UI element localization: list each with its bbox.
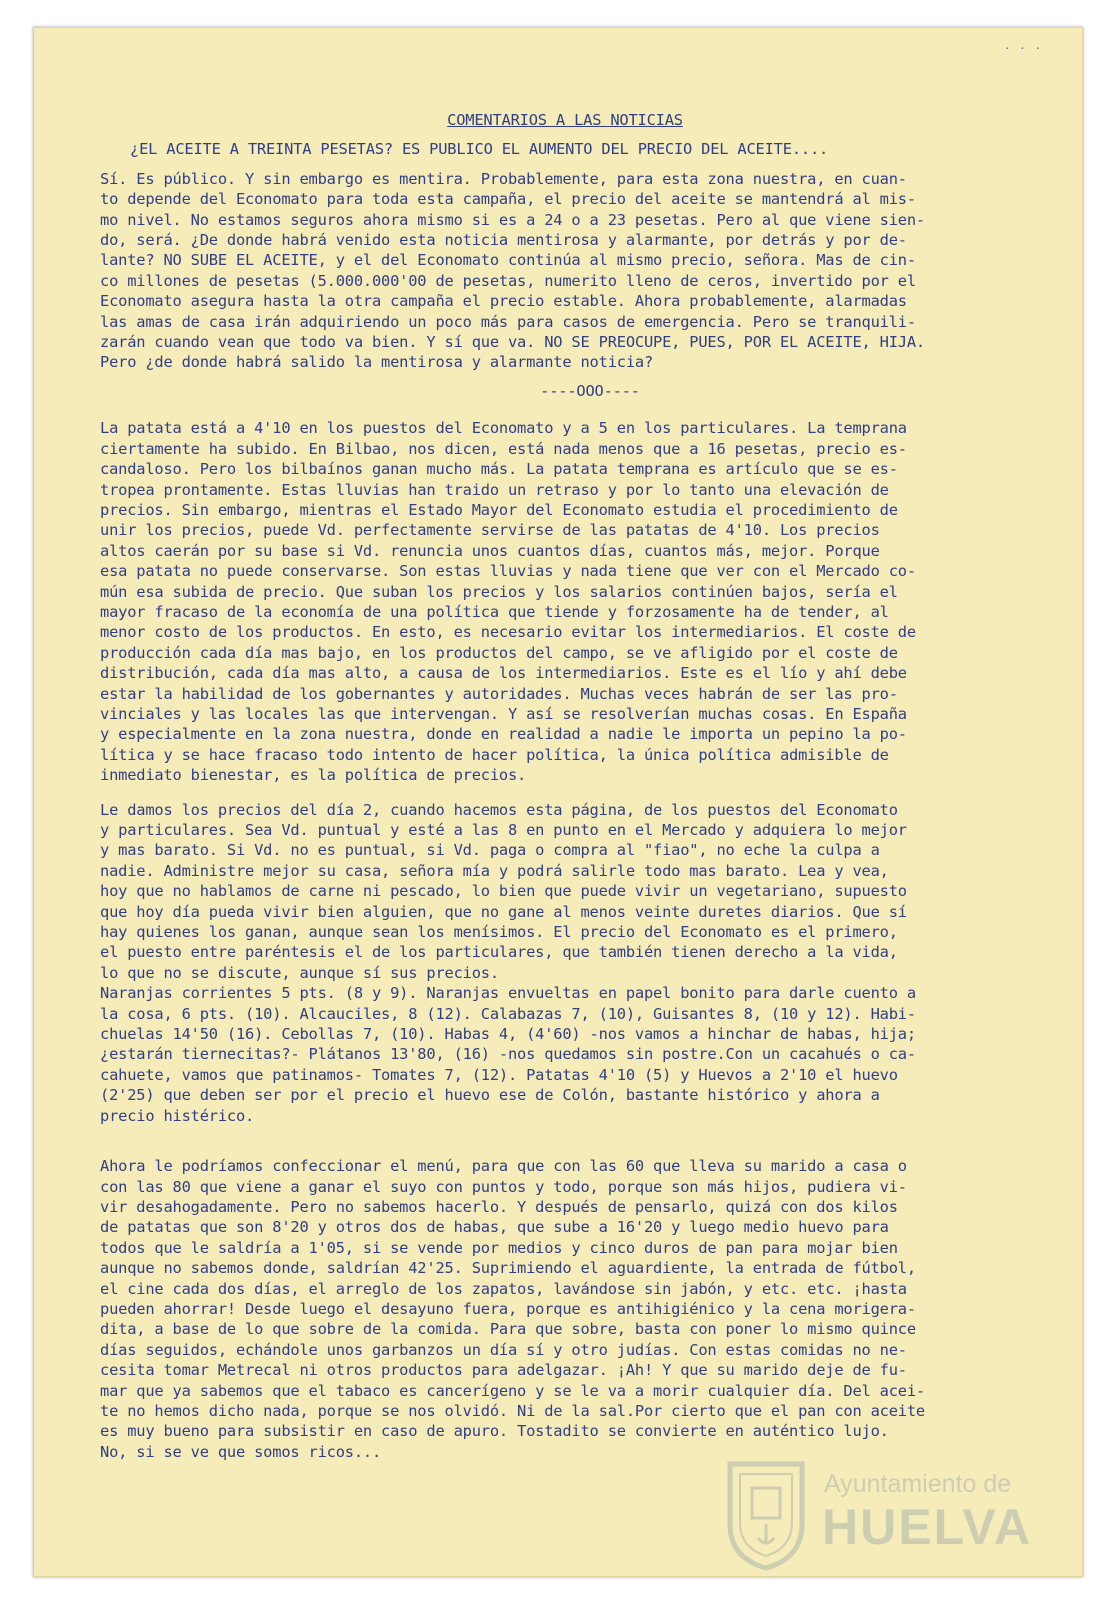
paragraph-menu: Ahora le podríamos confeccionar el menú, para que con las 60 que lleva su marido a casa o con las 80 que viene a ganar el suyo con puntos y todo, porque son más hijos, pudiera vi- vir desahogadamente. Pero no sabemos hacerlo. Y después de pensarlo, quizá con dos kilos de patatas que son 8'20 y otros dos de habas, que sube a 16'20 y luego medio huevo para todos que le saldría a 1'05, si se vende por medios y cinco duros de pan para mojar bien aunque no sabemos donde, saldrían 42'25. Suprimiendo el aguardiente, la entrada de fútbol, el cine cada dos días, el arreglo de los zapatos, lavándose sin jabón, y etc. etc. ¡hasta pueden ahorrar! Desde luego el desayuno fuera, porque es antihigiénico y la cena morigera- dita, a base de lo que sobre de la comida. Para que sobre, basta con poner lo mismo quince días seguidos, echándole unos garbanzos un día sí y otro judías. Con estas comidas no ne- cesita tomar Metrecal ni otros productos para adelgazar. ¡Ah! Y que su marido deje de fu- mar que ya sabemos que el tabaco es cancerígeno y se le va a morir cualquier día. Del acei- te no hemos dicho nada, porque se nos olvidó. Ni de la sal.Por cierto que el pan con aceite es muy bueno para subsistir en caso de apuro. Tostadito se convierte en auténtico lujo. No, si se ve que somos ricos...	[100, 1157, 926, 1461]
watermark-line2: HUELVA	[822, 1499, 1033, 1555]
paragraph-patata: La patata está a 4'10 en los puestos del Economato y a 5 en los particulares. La temprana ciertamente ha subido. En Bilbao, nos dicen, está nada menos que a 16 pesetas, precio es- candaloso. Pero los bilbaínos ganan mucho más. La patata temprana es artículo que se es- tropea prontamente. Estas lluvias han traido un retraso y por lo tanto una elevación de precios. Sin embargo, mientras el Estado Mayor del Economato estudia el procedimiento de unir los precios, puede Vd. perfectamente servirse de las patatas de 4'10. Los precios altos caerán por su base si Vd. renuncia unos cuantos días, cuantos más, mejor. Porque esa patata no puede conservarse. Son estas lluvias y nada tiene que ver con el Mercado co- mún esa subida de precio. Que suban los precios y los salarios continúen bajos, sería el mayor fracaso de la economía de una política que tiende y forzosamente ha de tender, al menor costo de los productos. En esto, es necesario evitar los intermediarios. El coste de producción cada día mas bajo, en los productos del campo, se ve afligido por el coste de distribución, cada día mas alto, a causa de los intermediarios. Este es el lío y ahí debe estar la habilidad de los gobernantes y autoridades. Muchas veces habrán de ser las pro- vinciales y las locales las que intervengan. Y así se resolverían muchas cosas. En España y especialmente en la zona nuestra, donde en realidad a nadie le importa un pepino la po- lítica y se hace fracaso todo intento de hacer política, la única política admisible de inmediato bienestar, es la política de precios.	[100, 419, 916, 785]
document-sheet	[33, 27, 1083, 1577]
document-subtitle: ¿EL ACEITE A TREINTA PESETAS? ES PUBLICO EL AUMENTO DEL PRECIO DEL ACEITE....	[130, 140, 829, 159]
paragraph-gap	[100, 786, 1050, 800]
document-title: COMENTARIOS A LAS NOTICIAS	[447, 111, 683, 129]
section-separator: ----OOO----	[540, 381, 640, 400]
huelva-coat-of-arms-icon	[724, 1458, 808, 1572]
watermark-line1: Ayuntamiento de	[824, 1470, 1012, 1498]
archive-watermark	[724, 1458, 1064, 1578]
document-body	[100, 110, 1050, 1462]
paragraph-aceite: Sí. Es público. Y sin embargo es mentira. Probablemente, para esta zona nuestra, en cuan- to depende del Economato para toda esta campaña, el precio del aceite se mantendrá al mis- mo nivel. No estamos seguros ahora mismo si es a 24 o a 23 pesetas. Pero al que viene sien- do, será. ¿De donde habrá venido esta noticia mentirosa y alarmante, por detrás y por de- lante? NO SUBE EL ACEITE, y el del Economato continúa al mismo precio, señora. Mas de cin- co millones de pesetas (5.000.000'00 de pesetas, numerito lleno de ceros, invertido por el Economato asegura hasta la otra campaña el precio estable. Ahora probablemente, alarmadas las amas de casa irán adquiriendo un poco más para casos de emergencia. Pero se tranquili- zarán cuando vean que todo va bien. Y sí que va. NO SE PREOCUPE, PUES, POR EL ACEITE, HIJA. Pero ¿de donde habrá salido la mentirosa y alarmante noticia?	[100, 169, 926, 372]
paragraph-gap	[100, 1126, 1050, 1156]
corner-mark: · · ·	[1003, 42, 1042, 55]
paragraph-precios: Le damos los precios del día 2, cuando hacemos esta página, de los puestos del Economato y particulares. Sea Vd. puntual y esté a las 8 en punto en el Mercado y adquiera lo mejor y mas barato. Si Vd. no es puntual, si Vd. paga o compra al "fiao", no eche la culpa a nadie. Administre mejor su casa, señora mía y podrá salirle todo mas barato. Lea y vea, hoy que no hablamos de carne ni pescado, lo bien que puede vivir un vegetariano, supuesto que hoy día pueda vivir bien alguien, que no gane al menos veinte duretes diarios. Que sí hay quienes los ganan, aunque sean los menísimos. El precio del Economato es el primero, el puesto entre paréntesis el de los particulares, que también tienen derecho a la vida, lo que no se discute, aunque sí sus precios. Naranjas corrientes 5 pts. (8 y 9). Naranjas envueltas en papel bonito para darle cuento a la cosa, 6 pts. (10). Alcauciles, 8 (12). Calabazas 7, (10), Guisantes 8, (10 y 12). Habi- chuelas 14'50 (16). Cebollas 7, (10). Habas 4, (4'60) -nos vamos a hinchar de habas, hija; ¿estarán tiernecitas?- Plátanos 13'80, (16) -nos quedamos sin postre.Con un cacahués o ca- cahuete, vamos que patinamos- Tomates 7, (12). Patatas 4'10 (5) y Huevos a 2'10 el huevo (2'25) que deben ser por el precio el huevo ese de Colón, bastante histórico y ahora a precio histérico.	[100, 800, 916, 1125]
